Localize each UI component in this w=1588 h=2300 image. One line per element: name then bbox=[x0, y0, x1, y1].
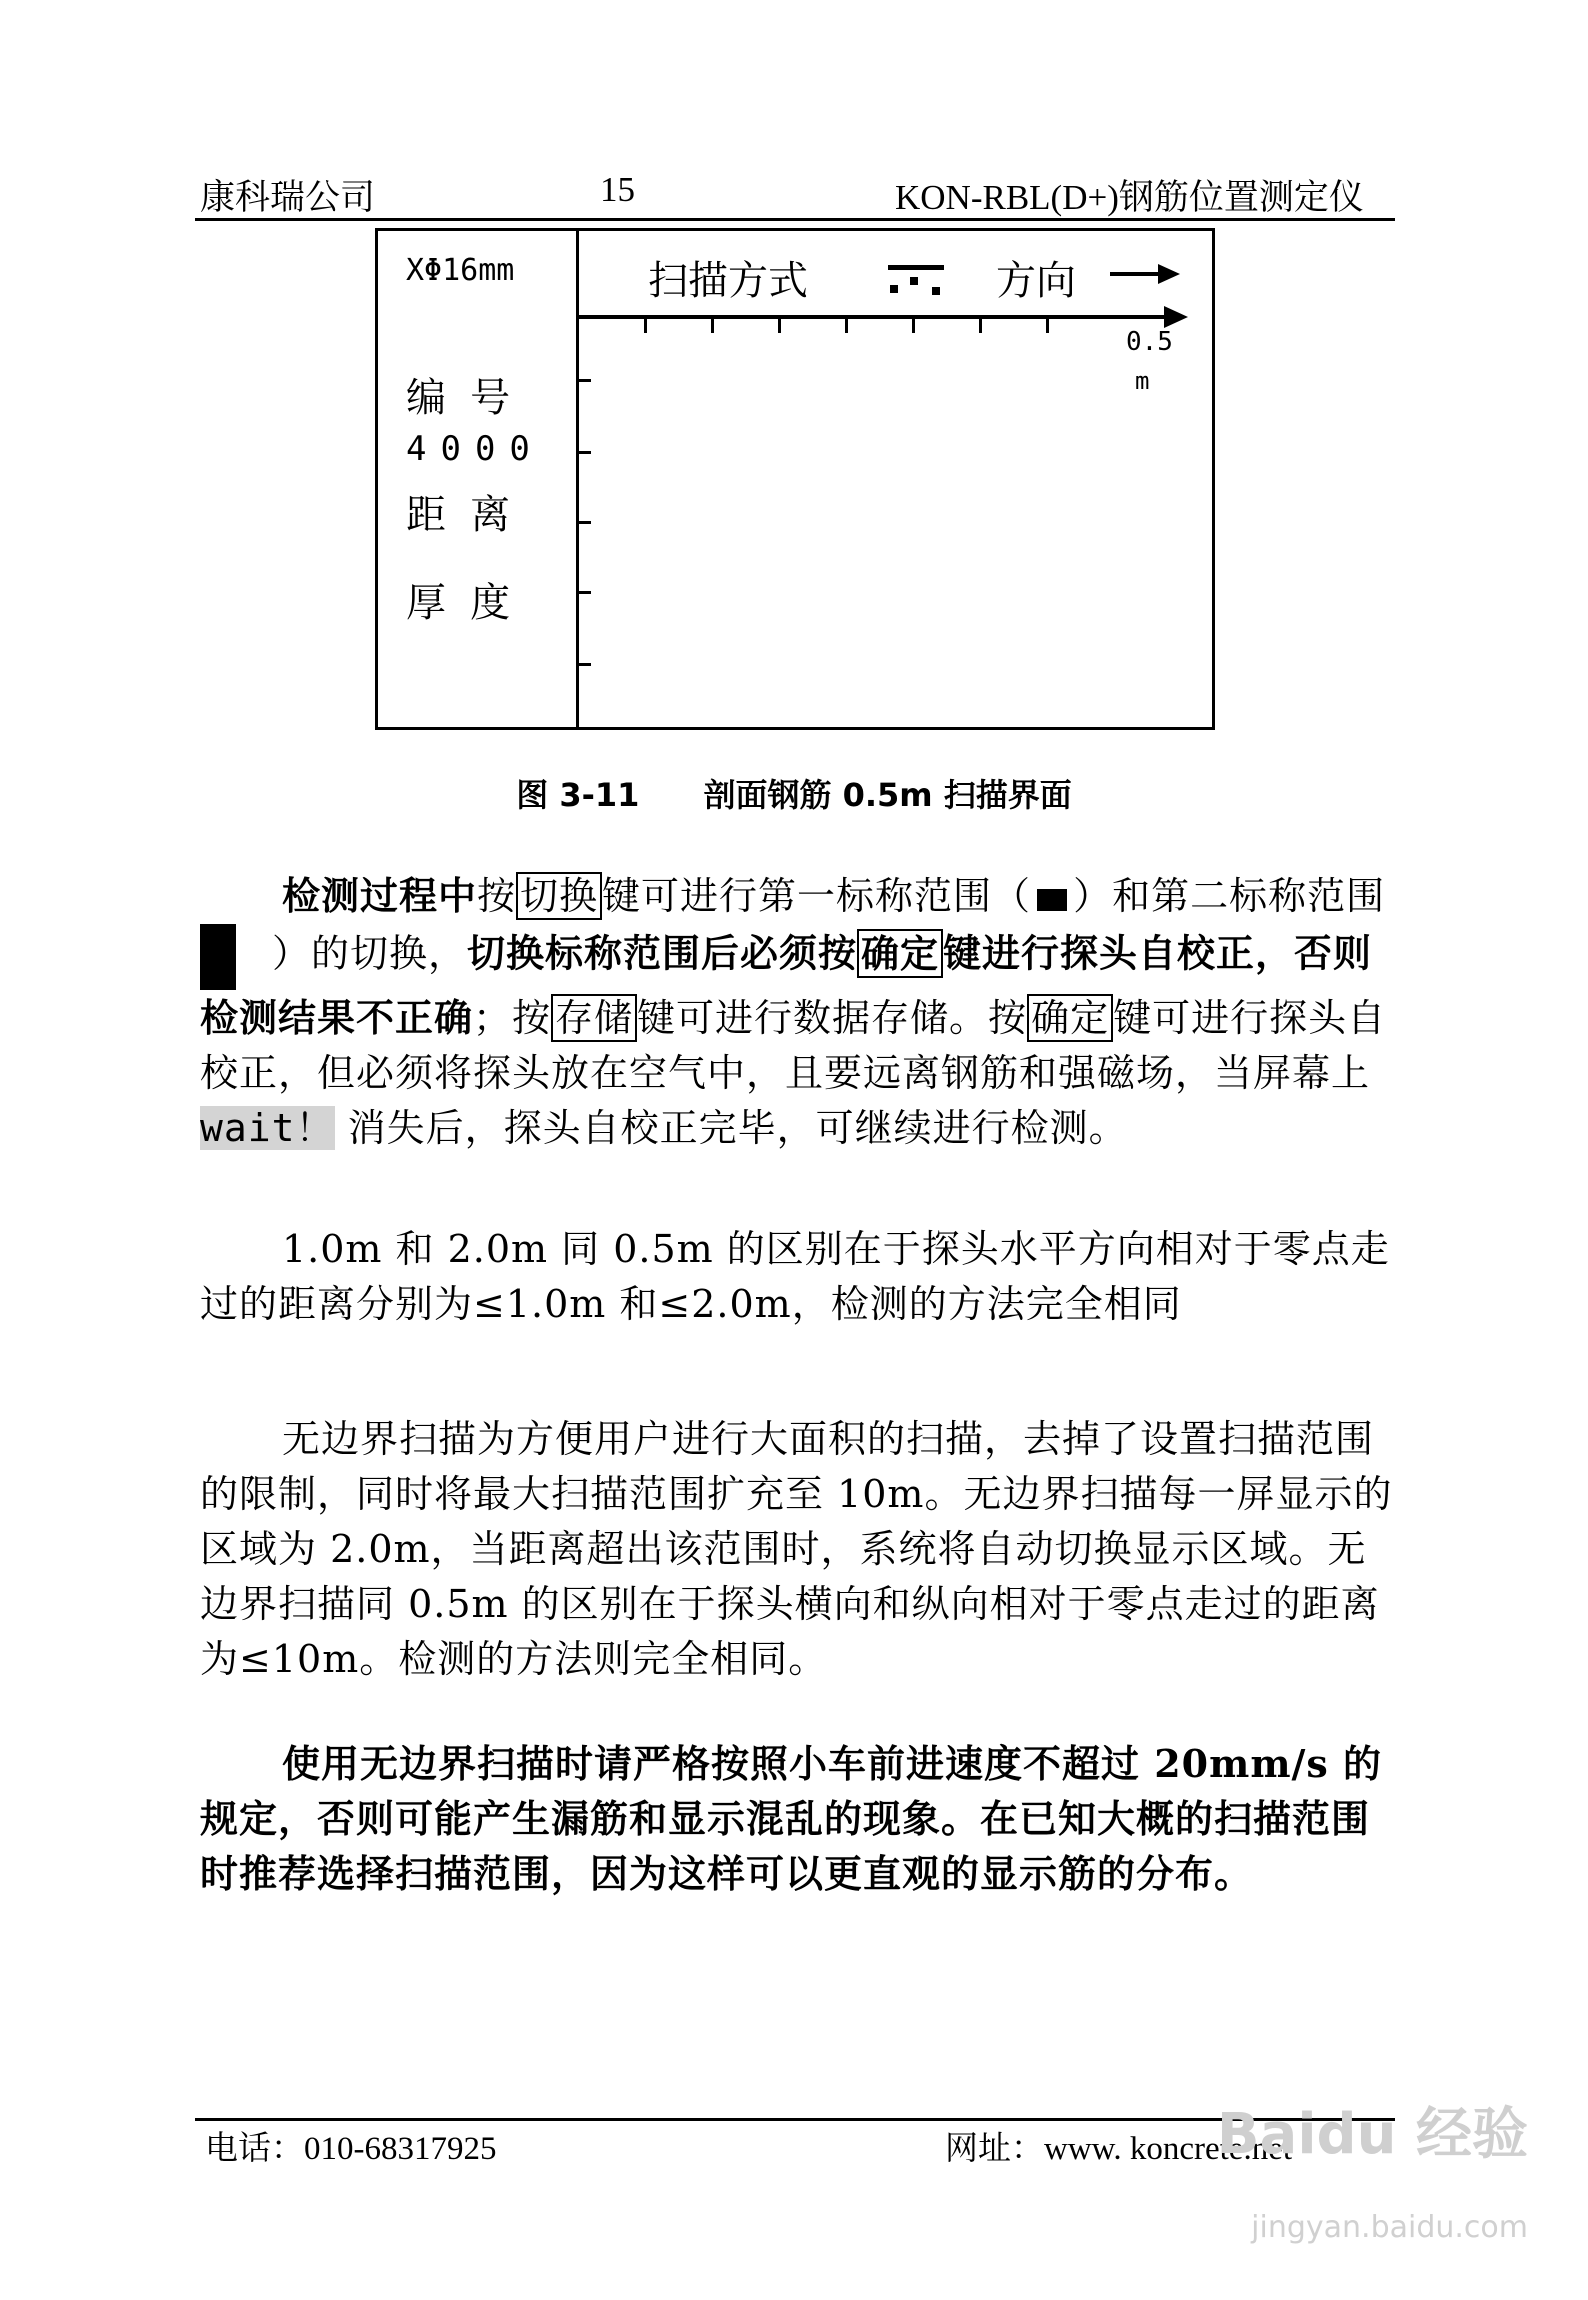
x-tick bbox=[778, 319, 781, 333]
para1-part: ）和第二标称范围 bbox=[1073, 874, 1386, 918]
scale-unit: m bbox=[1135, 367, 1150, 395]
key-confirm: 确定 bbox=[857, 929, 943, 978]
thickness-label: 厚 度 bbox=[406, 580, 511, 626]
footer-phone: 电话：010-68317925 bbox=[205, 2131, 497, 2167]
para4-text: 使用无边界扫描时请严格按照小车前进速度不超过 20mm/s 的规定，否则可能产生漏筋和显示混乱的现象。在已知大概的扫描范围时推荐选择扫描范围，因为这样可以更直观的显示筋的分布。 bbox=[200, 1741, 1383, 1896]
page-number: 15 bbox=[600, 170, 635, 209]
para1-part: 键可进行探头自校正，但必须将探头放在空气中，且要远离钢筋和强磁场，当屏幕上 bbox=[200, 996, 1387, 1095]
footer-rule bbox=[195, 2118, 1395, 2121]
id-value: 4000 bbox=[406, 429, 544, 469]
para3-text: 无边界扫描为方便用户进行大面积的扫描，去掉了设置扫描范围的限制，同时将最大扫描范围扩充至 10m。无边界扫描每一屏显示的区域为 2.0m，当距离超出该范围时，系统将自动切换显示区域。无边界扫描同 0.5m 的区别在于探头横向和纵向相对于零点走过的距离为≤10m。检测的方法则完全相同。 bbox=[200, 1417, 1393, 1681]
para1-part: 检测过程中 bbox=[282, 873, 478, 918]
scan-mode-icon bbox=[888, 265, 944, 295]
key-confirm: 确定 bbox=[1027, 994, 1113, 1042]
scan-mode-label: 扫描方式 bbox=[648, 258, 808, 304]
y-tick bbox=[579, 451, 591, 454]
watermark-logo: Baidu 经验 bbox=[1216, 2102, 1528, 2167]
id-label: 编 号 bbox=[406, 375, 511, 421]
distance-label: 距 离 bbox=[406, 492, 511, 538]
direction-label: 方向 bbox=[996, 258, 1076, 304]
x-axis bbox=[576, 315, 1166, 319]
paragraph-warning bbox=[200, 1736, 1400, 1901]
device-screen-figure bbox=[375, 228, 1215, 730]
figure-caption: 图 3-11 剖面钢筋 0.5m 扫描界面 bbox=[516, 776, 1072, 814]
paragraph-borderless-scan bbox=[200, 1412, 1400, 1687]
x-tick bbox=[644, 319, 647, 333]
x-tick bbox=[979, 319, 982, 333]
paragraph-range-difference bbox=[200, 1222, 1400, 1332]
para1-part: 消失后，探头自校正完毕，可继续进行检测。 bbox=[334, 1106, 1128, 1150]
paragraph-calibration bbox=[200, 868, 1400, 1156]
x-tick bbox=[711, 319, 714, 333]
scale-value: 0.5 bbox=[1126, 327, 1173, 357]
key-store: 存储 bbox=[551, 994, 637, 1042]
wait-indicator: wait！ bbox=[200, 1106, 335, 1150]
x-axis-arrow-icon bbox=[1164, 306, 1188, 328]
y-tick bbox=[579, 591, 591, 594]
header-rule bbox=[195, 218, 1395, 221]
x-tick bbox=[1046, 319, 1049, 333]
watermark-url: jingyan.baidu.com bbox=[1251, 2210, 1528, 2245]
para1-part: ）的切换， bbox=[272, 931, 468, 976]
para1-part: 键进行探头自校正，否则检测结果不正确 bbox=[200, 930, 1373, 1040]
range-one-icon bbox=[1037, 889, 1067, 911]
y-tick bbox=[579, 521, 591, 524]
screen-divider bbox=[576, 231, 579, 727]
header-company: 康科瑞公司 bbox=[200, 178, 376, 217]
y-tick bbox=[579, 663, 591, 666]
y-tick bbox=[579, 379, 591, 382]
para2-text: 1.0m 和 2.0m 同 0.5m 的区别在于探头水平方向相对于零点走过的距离分别为≤1.0m 和≤2.0m，检测的方法完全相同 bbox=[200, 1227, 1390, 1326]
x-tick bbox=[845, 319, 848, 333]
direction-arrowhead-icon bbox=[1158, 264, 1180, 284]
x-tick bbox=[912, 319, 915, 333]
para1-part: 切换标称范围后必须按 bbox=[467, 930, 858, 976]
footer-website: 网址：www. koncrete.net bbox=[945, 2131, 1293, 2167]
header-product: KON-RBL(D+)钢筋位置测定仪 bbox=[895, 178, 1364, 217]
para1-part: 键可进行数据存储。按 bbox=[637, 996, 1028, 1040]
para1-part: 按 bbox=[477, 874, 517, 918]
range-two-icon bbox=[200, 924, 236, 990]
direction-arrow-icon bbox=[1110, 272, 1160, 276]
rebar-diameter: XΦ16mm bbox=[406, 253, 515, 288]
para1-part: ；按 bbox=[473, 996, 552, 1040]
para1-part: 键可进行第一标称范围（ bbox=[602, 874, 1032, 918]
key-switch: 切换 bbox=[516, 872, 602, 920]
